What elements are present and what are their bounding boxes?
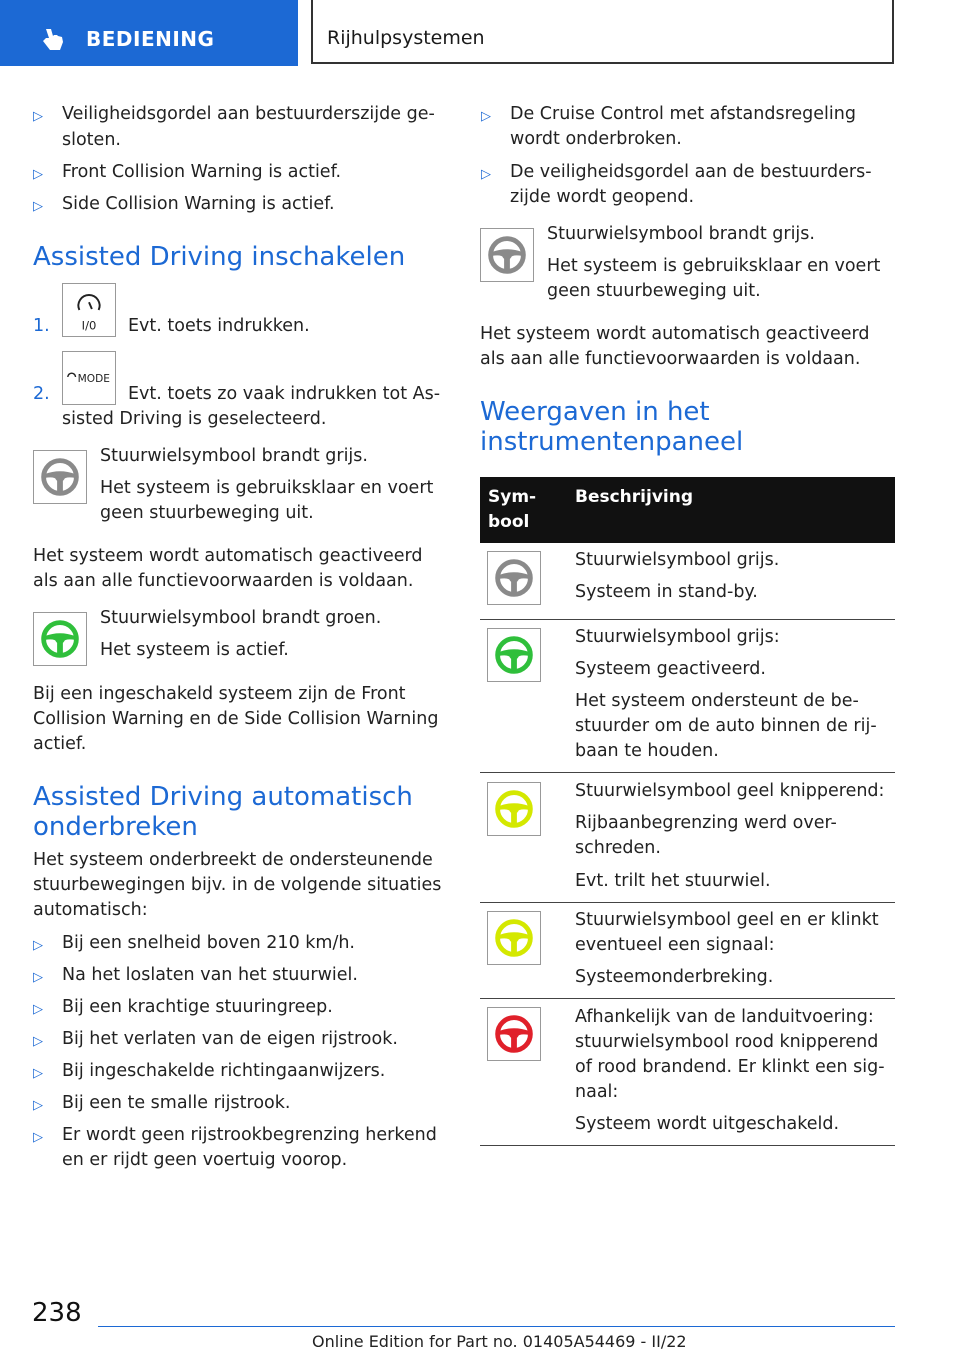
- table-cell: Systeem wordt uitgeschakeld.: [575, 1114, 840, 1134]
- description-text: geen stuurbeweging uit.: [547, 281, 761, 301]
- bullet-icon: ▷: [33, 1034, 43, 1049]
- paragraph-text: stuurbewegingen bijv. in de volgende situaties: [33, 875, 442, 895]
- table-cell: Systeem in stand-by.: [575, 582, 758, 602]
- section-heading: Assisted Driving automatisch: [33, 782, 413, 812]
- paragraph-text: automatisch:: [33, 900, 148, 920]
- step-text: Evt. toets zo vaak indrukken tot As-: [128, 384, 441, 404]
- table-cell: Systeemonderbreking.: [575, 967, 774, 987]
- table-cell: schreden.: [575, 838, 661, 858]
- row-divider: [480, 1145, 895, 1146]
- column-header-description: Beschrijving: [575, 487, 694, 507]
- steering-wheel-yellow-icon: [487, 782, 541, 836]
- button-label: MODE: [77, 372, 110, 385]
- bullet-icon: ▷: [33, 1098, 43, 1113]
- section-heading: Weergaven in het: [480, 397, 710, 427]
- mode-button-icon: [62, 351, 116, 405]
- page-number: 238: [32, 1298, 82, 1328]
- description-text: Het systeem is actief.: [100, 640, 289, 660]
- step-text: Evt. toets indrukken.: [128, 316, 310, 336]
- page-header: [0, 0, 960, 66]
- paragraph-text: Collision Warning en de Side Collision Warning: [33, 709, 439, 729]
- row-divider: [480, 902, 895, 903]
- table-cell: eventueel een signaal:: [575, 935, 775, 955]
- footer-divider: [98, 1326, 895, 1327]
- chapter-title: Rijhulpsystemen: [327, 27, 485, 49]
- section-heading: instrumentenpaneel: [480, 427, 744, 457]
- bullet-text: en er rijdt geen voertuig voorop.: [62, 1150, 348, 1170]
- bullet-icon: ▷: [481, 109, 491, 124]
- steering-wheel-grey-icon: [33, 450, 87, 504]
- chapter-title-box: [311, 0, 894, 64]
- bullet-text: Bij het verlaten van de eigen rijstrook.: [62, 1029, 398, 1049]
- bullet-icon: ▷: [33, 199, 43, 214]
- bullet-text: Bij ingeschakelde richtingaanwijzers.: [62, 1061, 386, 1081]
- bullet-text: Bij een krachtige stuuringreep.: [62, 997, 333, 1017]
- step-number: 2.: [33, 384, 50, 404]
- table-cell: stuurwielsymbool rood knipperend: [575, 1032, 879, 1052]
- steering-wheel-green-icon: [487, 628, 541, 682]
- paragraph-text: Het systeem onderbreekt de ondersteunende: [33, 850, 433, 870]
- description-text: Het systeem is gebruiksklaar en voert: [100, 478, 434, 498]
- bullet-icon: ▷: [33, 1130, 43, 1145]
- paragraph-text: actief.: [33, 734, 87, 754]
- bullet-text: zijde wordt geopend.: [510, 187, 695, 207]
- table-header: [480, 477, 895, 543]
- paragraph-text: als aan alle functievoorwaarden is voldaan.: [480, 349, 861, 369]
- table-cell: Het systeem ondersteunt de be-: [575, 691, 859, 711]
- description-text: Stuurwielsymbool brandt grijs.: [547, 224, 815, 244]
- steering-wheel-green-icon: [33, 612, 87, 666]
- table-cell: Stuurwielsymbool grijs:: [575, 627, 780, 647]
- button-label: I/0: [81, 318, 97, 333]
- section-tab: [0, 0, 298, 66]
- bullet-text: Er wordt geen rijstrookbegrenzing herkend: [62, 1125, 437, 1145]
- row-divider: [480, 998, 895, 999]
- section-heading: onderbreken: [33, 812, 198, 842]
- table-cell: Stuurwielsymbool grijs.: [575, 550, 780, 570]
- steering-wheel-red-icon: [487, 1007, 541, 1061]
- table-cell: of rood brandend. Er klinkt een sig-: [575, 1057, 885, 1077]
- bullet-text: Veiligheidsgordel aan bestuurderszijde ge-: [62, 104, 435, 124]
- paragraph-text: als aan alle functievoorwaarden is voldaan.: [33, 571, 414, 591]
- bullet-text: wordt onderbroken.: [510, 129, 682, 149]
- step-number: 1.: [33, 316, 50, 336]
- paragraph-text: Bij een ingeschakeld systeem zijn de Front: [33, 684, 406, 704]
- bullet-icon: ▷: [33, 938, 43, 953]
- section-label: BEDIENING: [86, 27, 215, 51]
- bullet-text: Na het loslaten van het stuurwiel.: [62, 965, 358, 985]
- description-text: geen stuurbeweging uit.: [100, 503, 314, 523]
- description-text: Het systeem is gebruiksklaar en voert: [547, 256, 881, 276]
- bullet-text: Bij een snelheid boven 210 km/h.: [62, 933, 355, 953]
- description-text: Stuurwielsymbool brandt grijs.: [100, 446, 368, 466]
- step-text: sisted Driving is geselecteerd.: [62, 409, 327, 429]
- steering-wheel-grey-icon: [487, 551, 541, 605]
- table-cell: Stuurwielsymbool geel knipperend:: [575, 781, 885, 801]
- row-divider: [480, 619, 895, 620]
- bullet-text: De Cruise Control met afstandsregeling: [510, 104, 856, 124]
- steering-button-icon: [62, 283, 116, 337]
- column-header-symbol: Sym- bool: [488, 487, 537, 532]
- hand-pointer-icon: [40, 26, 66, 52]
- section-heading: Assisted Driving inschakelen: [33, 242, 406, 272]
- bullet-icon: ▷: [33, 970, 43, 985]
- table-cell: stuurder om de auto binnen de rij-: [575, 716, 877, 736]
- bullet-icon: ▷: [33, 109, 43, 124]
- bullet-text: Bij een te smalle rijstrook.: [62, 1093, 291, 1113]
- bullet-icon: ▷: [33, 1002, 43, 1017]
- table-cell: Systeem geactiveerd.: [575, 659, 766, 679]
- row-divider: [480, 772, 895, 773]
- table-cell: Afhankelijk van de landuitvoering:: [575, 1007, 874, 1027]
- bullet-icon: ▷: [481, 167, 491, 182]
- bullet-text: Front Collision Warning is actief.: [62, 162, 342, 182]
- paragraph-text: Het systeem wordt automatisch geactiveerd: [480, 324, 870, 344]
- edition-text: Online Edition for Part no. 01405A54469 - II/22: [312, 1332, 687, 1351]
- table-cell: Evt. trilt het stuurwiel.: [575, 871, 771, 891]
- steering-wheel-yellow-icon: [487, 911, 541, 965]
- description-text: Stuurwielsymbool brandt groen.: [100, 608, 382, 628]
- bullet-text: De veiligheidsgordel aan de bestuurders-: [510, 162, 872, 182]
- bullet-text: sloten.: [62, 130, 121, 150]
- bullet-icon: ▷: [33, 1066, 43, 1081]
- table-cell: Stuurwielsymbool geel en er klinkt: [575, 910, 879, 930]
- bullet-icon: ▷: [33, 167, 43, 182]
- table-cell: naal:: [575, 1082, 619, 1102]
- bullet-text: Side Collision Warning is actief.: [62, 194, 335, 214]
- paragraph-text: Het systeem wordt automatisch geactiveerd: [33, 546, 423, 566]
- table-cell: Rijbaanbegrenzing werd over-: [575, 813, 837, 833]
- steering-wheel-grey-icon: [480, 228, 534, 282]
- table-cell: baan te houden.: [575, 741, 719, 761]
